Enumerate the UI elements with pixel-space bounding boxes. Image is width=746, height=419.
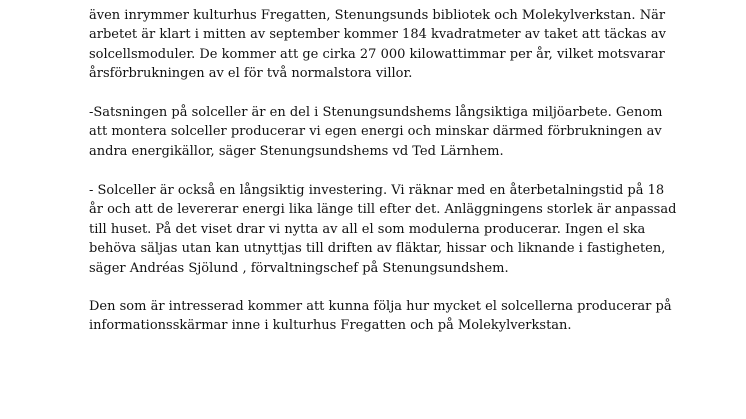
text-line: arbetet är klart i mitten av september kommer 184 kvadratmeter av taket att täckas av — [89, 27, 667, 43]
text-line: -Satsningen på solceller är en del i Stenungsundshems långsiktiga miljöarbete. Genom — [89, 105, 663, 120]
text-line: andra energikällor, säger Stenungsundshems vd Ted Lärnhem. — [89, 143, 504, 159]
text-line: informationsskärmar inne i kulturhus Fregatten och på Molekylverkstan. — [89, 318, 572, 334]
paragraph-quote-manager — [89, 181, 676, 278]
text-line: år och att de levererar energi lika länge till efter det. Anläggningens storlek är anpassad — [89, 202, 677, 218]
text-line: Den som är intresserad kommer att kunna följa hur mycket el solcellerna producerar på — [89, 299, 672, 314]
text-line: - Solceller är också en långsiktig investering. Vi räknar med en återbetalningstid på 18 — [89, 183, 665, 198]
article-body — [89, 6, 679, 346]
text-line: säger Andréas Sjölund , förvaltningschef på Stenungsundshem. — [89, 260, 509, 276]
text-line: solcellsmoduler. De kommer att ge cirka 27 000 kilowattimmar per år, vilket motsvarar — [89, 46, 665, 62]
paragraph-project-details — [89, 6, 666, 84]
text-line: att montera solceller producerar vi egen energi och minskar därmed förbrukningen av — [89, 124, 662, 140]
paragraph-information-screens — [89, 297, 672, 336]
text-line: årsförbrukningen av el för två normalstora villor. — [89, 66, 413, 82]
text-line: även inrymmer kulturhus Fregatten, Stenungsunds bibliotek och Molekylverkstan. När — [89, 8, 666, 23]
text-line: till huset. På det viset drar vi nytta av all el som modulerna producerar. Ingen el ska — [89, 221, 646, 237]
text-line: behöva säljas utan kan utnyttjas till driften av fläktar, hissar och liknande i fastigheten, — [89, 241, 666, 257]
paragraph-quote-ceo — [89, 103, 662, 161]
